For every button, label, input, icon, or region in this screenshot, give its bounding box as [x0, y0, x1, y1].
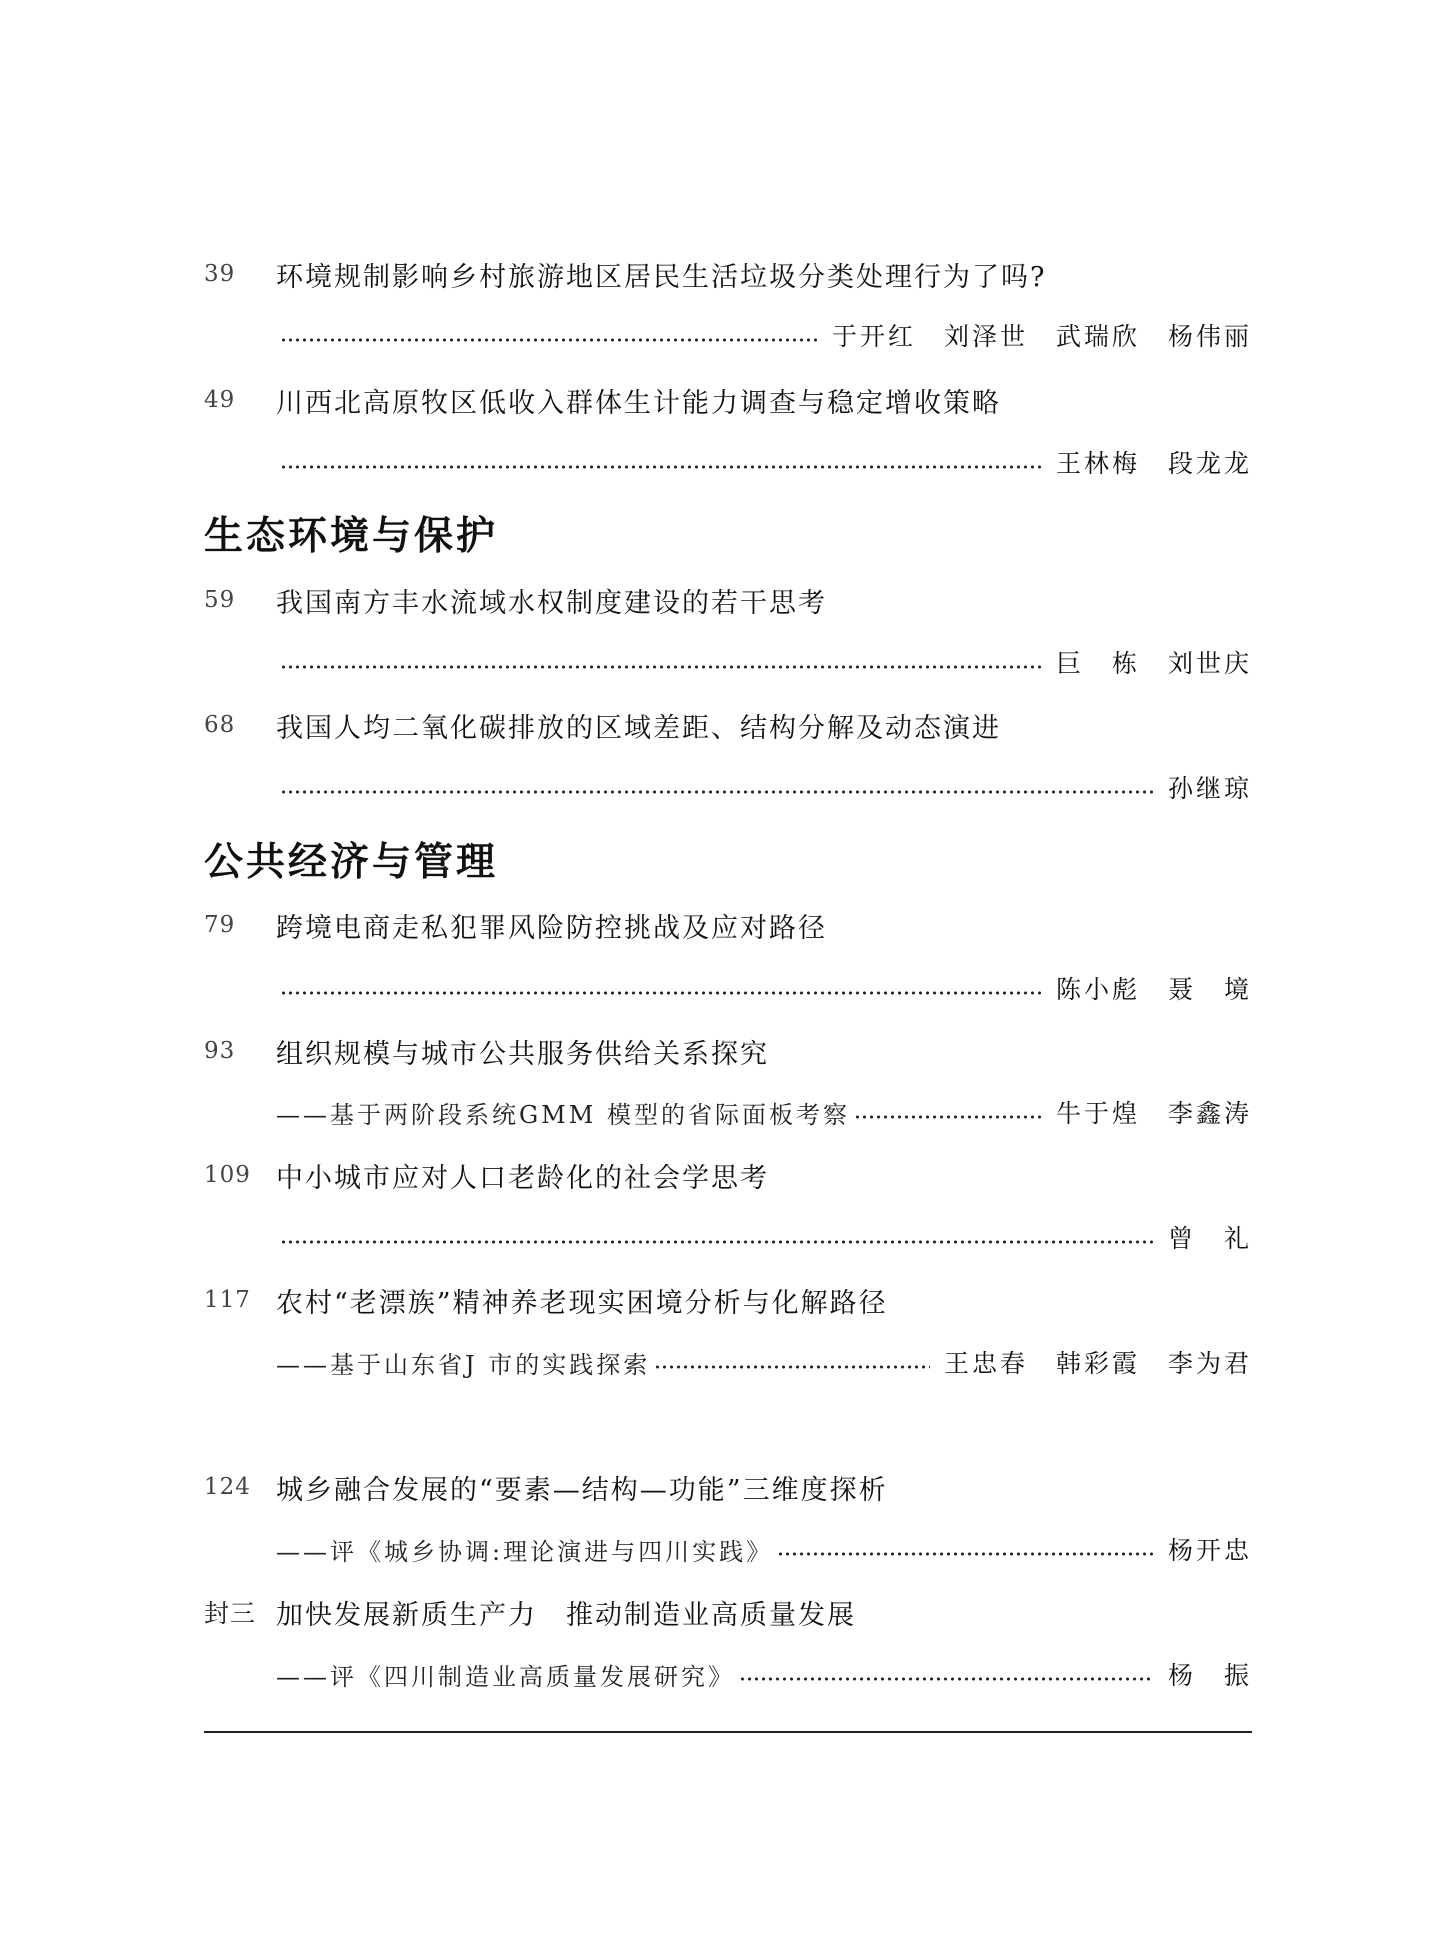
- article-title: 农村“老漂族”精神养老现实困境分析与化解路径: [276, 1287, 888, 1319]
- dot-leader: [777, 1552, 1154, 1556]
- article-subtitle: ——评《四川制造业高质量发展研究》: [276, 1662, 735, 1691]
- author-line: [276, 765, 1252, 809]
- article-title: 跨境电商走私犯罪风险防控挑战及应对路径: [276, 912, 827, 944]
- toc-entry-124[interactable]: [204, 1465, 1252, 1509]
- page-number: 79: [204, 912, 236, 938]
- article-authors: 巨 栋 刘世庆: [1055, 649, 1252, 678]
- article-authors: 于开红 刘泽世 武瑞欣 杨伟丽: [831, 322, 1252, 351]
- article-authors: 陈小彪 聂 境: [1055, 975, 1252, 1004]
- dot-leader: [280, 338, 818, 342]
- toc-entry-59[interactable]: [204, 578, 1252, 622]
- toc-entry-79[interactable]: [204, 903, 1252, 947]
- dot-leader: [280, 991, 1042, 995]
- dot-leader: [280, 790, 1154, 794]
- author-line: [276, 1652, 1252, 1696]
- page-number: 117: [204, 1287, 251, 1313]
- author-line: [276, 640, 1252, 684]
- article-authors: 曾 礼: [1167, 1224, 1252, 1253]
- dot-leader: [739, 1677, 1154, 1681]
- author-line: [276, 1340, 1252, 1384]
- toc-entry-inside-back-cover[interactable]: [204, 1590, 1252, 1634]
- article-title: 加快发展新质生产力 推动制造业高质量发展: [276, 1599, 856, 1631]
- article-title: 中小城市应对人口老龄化的社会学思考: [276, 1162, 769, 1194]
- page-number: 124: [204, 1474, 251, 1500]
- dot-leader: [280, 665, 1042, 669]
- article-title: 我国南方丰水流域水权制度建设的若干思考: [276, 587, 827, 619]
- article-title: 环境规制影响乡村旅游地区居民生活垃圾分类处理行为了吗?: [276, 261, 1047, 293]
- article-title: 组织规模与城市公共服务供给关系探究: [276, 1038, 769, 1070]
- author-line: [276, 1090, 1252, 1134]
- section-heading-ecology: 生态环境与保护: [204, 514, 499, 559]
- author-line: [276, 440, 1252, 484]
- author-line: [276, 313, 1252, 357]
- article-title: 川西北高原牧区低收入群体生计能力调查与稳定增收策略: [276, 387, 1001, 419]
- article-authors: 牛于煌 李鑫涛: [1055, 1099, 1252, 1128]
- article-authors: 王林梅 段龙龙: [1055, 449, 1252, 478]
- page-number: 封三: [204, 1599, 257, 1628]
- bottom-rule: [204, 1731, 1252, 1733]
- author-line: [276, 966, 1252, 1010]
- article-title: 城乡融合发展的“要素—结构—功能”三维度探析: [276, 1474, 888, 1506]
- author-line: [276, 1215, 1252, 1259]
- page-number: 39: [204, 261, 236, 287]
- page-number: 49: [204, 387, 236, 413]
- article-subtitle: ——基于山东省J 市的实践探索: [276, 1350, 651, 1379]
- toc-entry-39[interactable]: [204, 252, 1252, 296]
- toc-entry-93[interactable]: [204, 1029, 1252, 1073]
- page-number: 109: [204, 1162, 251, 1188]
- author-line: [276, 1527, 1252, 1571]
- page-number: 68: [204, 712, 236, 738]
- toc-entry-49[interactable]: [204, 378, 1252, 422]
- dot-leader: [654, 1365, 930, 1369]
- section-heading-public: 公共经济与管理: [204, 840, 499, 885]
- page-number: 93: [204, 1038, 236, 1064]
- toc-entry-68[interactable]: [204, 703, 1252, 747]
- article-subtitle: ——基于两阶段系统GMM 模型的省际面板考察: [276, 1100, 850, 1129]
- article-subtitle: ——评《城乡协调:理论演进与四川实践》: [276, 1537, 774, 1566]
- dot-leader: [280, 1240, 1154, 1244]
- dot-leader: [854, 1115, 1042, 1119]
- toc-entry-117[interactable]: [204, 1278, 1252, 1322]
- article-authors: 杨 振: [1167, 1661, 1252, 1690]
- toc-entry-109[interactable]: [204, 1153, 1252, 1197]
- article-authors: 孙继琼: [1167, 774, 1252, 803]
- article-authors: 王忠春 韩彩霞 李为君: [943, 1349, 1252, 1378]
- article-authors: 杨开忠: [1167, 1536, 1252, 1565]
- dot-leader: [280, 465, 1042, 469]
- page-number: 59: [204, 587, 236, 613]
- article-title: 我国人均二氧化碳排放的区域差距、结构分解及动态演进: [276, 712, 1001, 744]
